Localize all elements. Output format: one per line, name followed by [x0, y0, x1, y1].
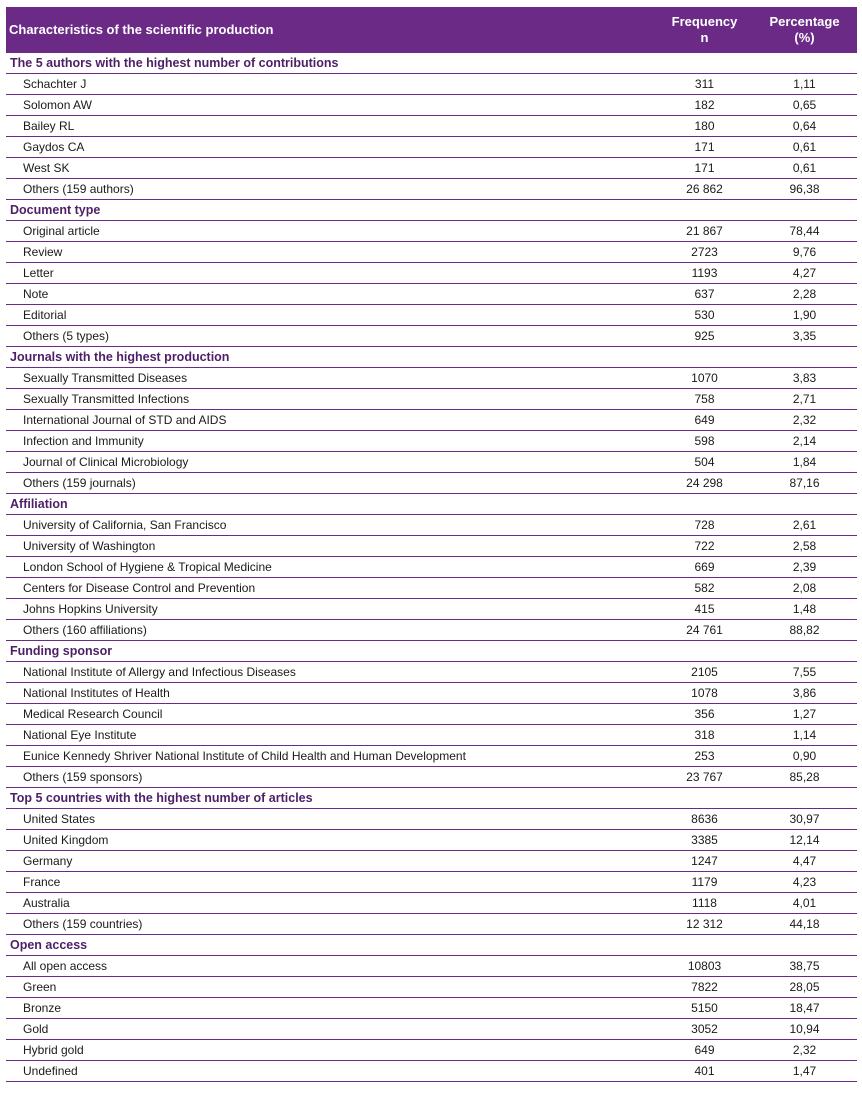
row-percentage: 0,61 — [752, 137, 857, 158]
table-row — [6, 431, 857, 452]
table-row — [6, 557, 857, 578]
row-label: Eunice Kennedy Shriver National Institute of Child Health and Human Development — [6, 746, 657, 767]
row-label: Others (5 types) — [6, 326, 657, 347]
section-title: Funding sponsor — [6, 641, 857, 662]
table-row — [6, 74, 857, 95]
row-percentage: 1,11 — [752, 74, 857, 95]
header-percentage-line2: (%) — [794, 30, 815, 45]
table-row — [6, 767, 857, 788]
row-percentage: 0,61 — [752, 158, 857, 179]
row-percentage: 10,94 — [752, 1019, 857, 1040]
row-label: Schachter J — [6, 74, 657, 95]
table-row — [6, 830, 857, 851]
table-row — [6, 893, 857, 914]
row-label: France — [6, 872, 657, 893]
row-frequency: 925 — [657, 326, 752, 347]
row-frequency: 530 — [657, 305, 752, 326]
table-row — [6, 1019, 857, 1040]
table-row — [6, 704, 857, 725]
row-label: Solomon AW — [6, 95, 657, 116]
row-label: Sexually Transmitted Diseases — [6, 368, 657, 389]
row-percentage: 0,64 — [752, 116, 857, 137]
row-label: National Institute of Allergy and Infectious Diseases — [6, 662, 657, 683]
row-frequency: 311 — [657, 74, 752, 95]
row-frequency: 598 — [657, 431, 752, 452]
row-percentage: 28,05 — [752, 977, 857, 998]
row-percentage: 78,44 — [752, 221, 857, 242]
row-frequency: 26 862 — [657, 179, 752, 200]
table-row — [6, 473, 857, 494]
row-frequency: 21 867 — [657, 221, 752, 242]
row-frequency: 637 — [657, 284, 752, 305]
row-frequency: 180 — [657, 116, 752, 137]
row-label: United Kingdom — [6, 830, 657, 851]
row-percentage: 85,28 — [752, 767, 857, 788]
table-row — [6, 242, 857, 263]
row-percentage: 1,27 — [752, 704, 857, 725]
row-percentage: 7,55 — [752, 662, 857, 683]
row-label: Original article — [6, 221, 657, 242]
row-label: Green — [6, 977, 657, 998]
row-label: Centers for Disease Control and Prevention — [6, 578, 657, 599]
row-frequency: 1118 — [657, 893, 752, 914]
row-percentage: 88,82 — [752, 620, 857, 641]
table-row — [6, 95, 857, 116]
row-label: Others (160 affiliations) — [6, 620, 657, 641]
row-frequency: 356 — [657, 704, 752, 725]
table-row — [6, 263, 857, 284]
section-title: The 5 authors with the highest number of contributions — [6, 53, 857, 74]
row-label: London School of Hygiene & Tropical Medicine — [6, 557, 657, 578]
table-row — [6, 410, 857, 431]
row-frequency: 3052 — [657, 1019, 752, 1040]
table-header — [6, 7, 857, 53]
table-row — [6, 620, 857, 641]
table-row — [6, 578, 857, 599]
header-percentage-line1: Percentage — [769, 14, 840, 29]
row-label: West SK — [6, 158, 657, 179]
row-frequency: 171 — [657, 158, 752, 179]
row-percentage: 38,75 — [752, 956, 857, 977]
section-header-row — [6, 494, 857, 515]
row-label: Note — [6, 284, 657, 305]
header-row — [6, 7, 857, 53]
row-percentage: 44,18 — [752, 914, 857, 935]
row-frequency: 3385 — [657, 830, 752, 851]
row-frequency: 401 — [657, 1061, 752, 1082]
row-label: Others (159 countries) — [6, 914, 657, 935]
scientific-production-table — [6, 7, 857, 1082]
table-row — [6, 662, 857, 683]
row-frequency: 24 298 — [657, 473, 752, 494]
section-header-row — [6, 935, 857, 956]
row-percentage: 2,08 — [752, 578, 857, 599]
table-row — [6, 179, 857, 200]
row-frequency: 1247 — [657, 851, 752, 872]
row-percentage: 12,14 — [752, 830, 857, 851]
row-percentage: 0,90 — [752, 746, 857, 767]
row-percentage: 4,23 — [752, 872, 857, 893]
row-label: Australia — [6, 893, 657, 914]
row-label: National Eye Institute — [6, 725, 657, 746]
row-label: Gold — [6, 1019, 657, 1040]
row-label: Journal of Clinical Microbiology — [6, 452, 657, 473]
row-frequency: 722 — [657, 536, 752, 557]
row-frequency: 182 — [657, 95, 752, 116]
row-percentage: 2,32 — [752, 1040, 857, 1061]
row-label: Germany — [6, 851, 657, 872]
row-frequency: 649 — [657, 1040, 752, 1061]
row-frequency: 1078 — [657, 683, 752, 704]
row-frequency: 1179 — [657, 872, 752, 893]
row-frequency: 728 — [657, 515, 752, 536]
row-frequency: 253 — [657, 746, 752, 767]
row-percentage: 2,39 — [752, 557, 857, 578]
section-header-row — [6, 347, 857, 368]
row-frequency: 23 767 — [657, 767, 752, 788]
row-percentage: 96,38 — [752, 179, 857, 200]
header-percentage — [752, 7, 857, 53]
table-row — [6, 137, 857, 158]
row-percentage: 3,86 — [752, 683, 857, 704]
row-label: Editorial — [6, 305, 657, 326]
row-percentage: 1,14 — [752, 725, 857, 746]
row-percentage: 4,47 — [752, 851, 857, 872]
row-percentage: 30,97 — [752, 809, 857, 830]
table-row — [6, 977, 857, 998]
header-frequency-line2: n — [700, 30, 709, 45]
row-frequency: 318 — [657, 725, 752, 746]
row-label: Gaydos CA — [6, 137, 657, 158]
row-label: Bailey RL — [6, 116, 657, 137]
section-title: Top 5 countries with the highest number of articles — [6, 788, 857, 809]
row-frequency: 1070 — [657, 368, 752, 389]
table-row — [6, 158, 857, 179]
table-row — [6, 389, 857, 410]
row-frequency: 7822 — [657, 977, 752, 998]
table-row — [6, 1061, 857, 1082]
row-percentage: 1,48 — [752, 599, 857, 620]
table-row — [6, 368, 857, 389]
row-percentage: 2,28 — [752, 284, 857, 305]
row-percentage: 2,61 — [752, 515, 857, 536]
table-row — [6, 683, 857, 704]
row-frequency: 5150 — [657, 998, 752, 1019]
header-frequency-line1: Frequency — [671, 14, 738, 29]
row-label: National Institutes of Health — [6, 683, 657, 704]
section-title: Document type — [6, 200, 857, 221]
row-label: Johns Hopkins University — [6, 599, 657, 620]
row-percentage: 2,71 — [752, 389, 857, 410]
row-label: Others (159 sponsors) — [6, 767, 657, 788]
header-characteristics: Characteristics of the scientific production — [6, 7, 657, 53]
table-body — [6, 53, 857, 1082]
section-header-row — [6, 641, 857, 662]
row-frequency: 669 — [657, 557, 752, 578]
table-row — [6, 452, 857, 473]
row-frequency: 171 — [657, 137, 752, 158]
row-percentage: 0,65 — [752, 95, 857, 116]
row-label: United States — [6, 809, 657, 830]
row-frequency: 2105 — [657, 662, 752, 683]
row-percentage: 1,47 — [752, 1061, 857, 1082]
row-percentage: 18,47 — [752, 998, 857, 1019]
header-frequency — [657, 7, 752, 53]
row-frequency: 8636 — [657, 809, 752, 830]
table-row — [6, 809, 857, 830]
row-label: Undefined — [6, 1061, 657, 1082]
table-row — [6, 851, 857, 872]
row-label: Infection and Immunity — [6, 431, 657, 452]
section-title: Journals with the highest production — [6, 347, 857, 368]
table-row — [6, 305, 857, 326]
row-frequency: 649 — [657, 410, 752, 431]
section-header-row — [6, 53, 857, 74]
row-frequency: 2723 — [657, 242, 752, 263]
row-percentage: 3,35 — [752, 326, 857, 347]
section-title: Affiliation — [6, 494, 857, 515]
row-frequency: 1193 — [657, 263, 752, 284]
row-frequency: 10803 — [657, 956, 752, 977]
table-row — [6, 725, 857, 746]
row-label: All open access — [6, 956, 657, 977]
table-row — [6, 1040, 857, 1061]
table-row — [6, 221, 857, 242]
row-label: Medical Research Council — [6, 704, 657, 725]
table-row — [6, 872, 857, 893]
section-header-row — [6, 788, 857, 809]
table-row — [6, 536, 857, 557]
table-row — [6, 326, 857, 347]
row-percentage: 4,27 — [752, 263, 857, 284]
row-label: Others (159 journals) — [6, 473, 657, 494]
table-row — [6, 956, 857, 977]
row-frequency: 582 — [657, 578, 752, 599]
table-row — [6, 914, 857, 935]
table-row — [6, 116, 857, 137]
row-frequency: 415 — [657, 599, 752, 620]
section-title: Open access — [6, 935, 857, 956]
row-frequency: 504 — [657, 452, 752, 473]
row-percentage: 1,84 — [752, 452, 857, 473]
row-label: University of Washington — [6, 536, 657, 557]
row-percentage: 2,58 — [752, 536, 857, 557]
row-frequency: 12 312 — [657, 914, 752, 935]
row-label: Bronze — [6, 998, 657, 1019]
row-label: Hybrid gold — [6, 1040, 657, 1061]
table-row — [6, 998, 857, 1019]
row-percentage: 87,16 — [752, 473, 857, 494]
table-row — [6, 599, 857, 620]
table-row — [6, 284, 857, 305]
row-label: Review — [6, 242, 657, 263]
section-header-row — [6, 200, 857, 221]
row-label: International Journal of STD and AIDS — [6, 410, 657, 431]
row-percentage: 2,32 — [752, 410, 857, 431]
row-percentage: 1,90 — [752, 305, 857, 326]
row-frequency: 24 761 — [657, 620, 752, 641]
row-label: Others (159 authors) — [6, 179, 657, 200]
row-percentage: 4,01 — [752, 893, 857, 914]
table-row — [6, 746, 857, 767]
row-percentage: 3,83 — [752, 368, 857, 389]
row-label: Sexually Transmitted Infections — [6, 389, 657, 410]
table-row — [6, 515, 857, 536]
row-percentage: 9,76 — [752, 242, 857, 263]
row-percentage: 2,14 — [752, 431, 857, 452]
row-label: Letter — [6, 263, 657, 284]
row-frequency: 758 — [657, 389, 752, 410]
row-label: University of California, San Francisco — [6, 515, 657, 536]
